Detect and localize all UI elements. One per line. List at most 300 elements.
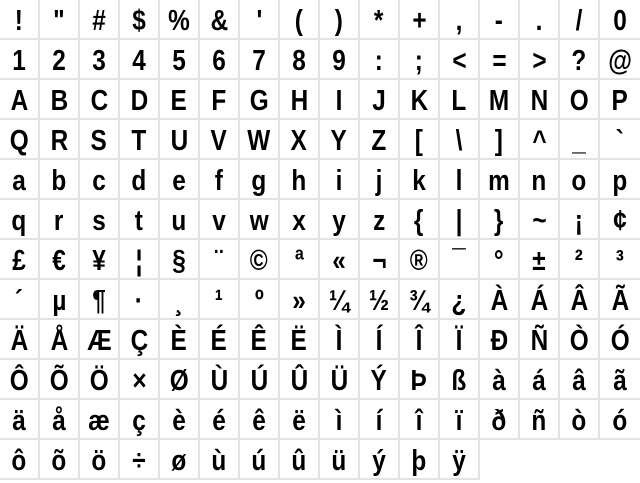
glyph-character: ù	[211, 445, 227, 477]
glyph-cell	[280, 160, 320, 200]
glyph-cell	[40, 360, 80, 400]
glyph-row	[0, 80, 640, 120]
glyph-cell	[600, 80, 640, 120]
glyph-character: è	[172, 405, 186, 437]
glyph-cell	[120, 320, 160, 360]
glyph-cell	[40, 80, 80, 120]
glyph-character: O	[569, 85, 589, 117]
glyph-character: \	[455, 125, 463, 157]
glyph-cell	[120, 80, 160, 120]
glyph-cell	[80, 40, 120, 80]
glyph-cell	[520, 0, 560, 40]
empty-cell	[600, 440, 640, 480]
glyph-character: K	[410, 85, 428, 117]
glyph-character: ô	[11, 445, 27, 477]
glyph-character: à	[492, 365, 506, 397]
glyph-character: î	[415, 405, 423, 437]
glyph-character: d	[131, 165, 147, 197]
glyph-character: $	[132, 5, 146, 37]
glyph-character: å	[52, 405, 66, 437]
glyph-character: Ï	[455, 325, 463, 357]
glyph-cell	[440, 400, 480, 440]
glyph-cell	[320, 400, 360, 440]
glyph-character: X	[290, 125, 308, 157]
glyph-cell	[320, 40, 360, 80]
glyph-cell	[360, 400, 400, 440]
glyph-character: m	[488, 165, 510, 197]
glyph-character: 0	[613, 5, 627, 37]
glyph-character: ½	[368, 285, 390, 317]
glyph-character: ý	[372, 445, 386, 477]
glyph-character: ^	[531, 125, 547, 157]
glyph-cell	[520, 200, 560, 240]
glyph-cell	[240, 440, 280, 480]
glyph-character: s	[92, 205, 106, 237]
glyph-character: <	[451, 45, 467, 77]
glyph-cell	[160, 200, 200, 240]
glyph-cell	[80, 0, 120, 40]
glyph-cell	[280, 400, 320, 440]
glyph-cell	[280, 200, 320, 240]
glyph-character: 7	[252, 45, 266, 77]
glyph-character: H	[290, 85, 308, 117]
glyph-cell	[360, 280, 400, 320]
glyph-cell	[360, 120, 400, 160]
glyph-character: í	[375, 405, 383, 437]
glyph-character: ¨	[214, 245, 224, 277]
glyph-character: £	[12, 245, 26, 277]
glyph-cell	[240, 240, 280, 280]
glyph-cell	[480, 280, 520, 320]
glyph-cell	[560, 0, 600, 40]
glyph-character: ã	[613, 365, 627, 397]
glyph-cell	[520, 120, 560, 160]
glyph-cell	[0, 40, 40, 80]
glyph-character: (	[294, 5, 304, 37]
glyph-cell	[320, 200, 360, 240]
glyph-cell	[440, 200, 480, 240]
empty-cell	[480, 440, 520, 480]
glyph-character: c	[92, 165, 106, 197]
glyph-character: U	[170, 125, 188, 157]
glyph-cell	[200, 440, 240, 480]
glyph-character: Ò	[569, 325, 589, 357]
glyph-character: &	[210, 5, 228, 37]
glyph-character: I	[335, 85, 343, 117]
glyph-character: p	[612, 165, 628, 197]
glyph-character: @	[608, 45, 632, 77]
glyph-cell	[440, 80, 480, 120]
glyph-character: ç	[132, 405, 146, 437]
glyph-cell	[0, 400, 40, 440]
glyph-row	[0, 400, 640, 440]
glyph-character: æ	[88, 405, 110, 437]
glyph-cell	[400, 200, 440, 240]
glyph-cell	[400, 320, 440, 360]
glyph-character: z	[372, 205, 386, 237]
glyph-character: Å	[50, 325, 68, 357]
glyph-cell	[320, 80, 360, 120]
glyph-cell	[240, 160, 280, 200]
glyph-character: »	[292, 285, 306, 317]
glyph-cell	[520, 240, 560, 280]
glyph-character: +	[411, 5, 427, 37]
glyph-character: ®	[410, 245, 428, 277]
glyph-character: W	[247, 125, 271, 157]
glyph-cell	[600, 280, 640, 320]
glyph-character: T	[131, 125, 147, 157]
glyph-character: Y	[330, 125, 348, 157]
glyph-cell	[0, 160, 40, 200]
glyph-cell	[240, 360, 280, 400]
glyph-row	[0, 120, 640, 160]
empty-cell	[560, 440, 600, 480]
glyph-character: Î	[415, 325, 423, 357]
glyph-cell	[440, 0, 480, 40]
glyph-character: Õ	[49, 365, 69, 397]
glyph-cell	[560, 400, 600, 440]
glyph-cell	[280, 360, 320, 400]
glyph-character: Ñ	[530, 325, 548, 357]
glyph-cell	[160, 120, 200, 160]
glyph-character: õ	[51, 445, 67, 477]
glyph-cell	[320, 240, 360, 280]
glyph-cell	[360, 80, 400, 120]
glyph-cell	[360, 0, 400, 40]
glyph-cell	[280, 240, 320, 280]
glyph-character: ©	[250, 245, 268, 277]
glyph-character: Û	[290, 365, 308, 397]
glyph-character: M	[488, 85, 510, 117]
glyph-cell	[240, 280, 280, 320]
glyph-character: v	[212, 205, 226, 237]
glyph-character: y	[332, 205, 346, 237]
glyph-character: ¹	[214, 285, 224, 317]
glyph-character: «	[332, 245, 346, 277]
glyph-cell	[80, 440, 120, 480]
glyph-character: ñ	[531, 405, 547, 437]
glyph-character: Æ	[86, 325, 112, 357]
glyph-cell	[240, 200, 280, 240]
glyph-character: )	[334, 5, 344, 37]
glyph-cell	[480, 120, 520, 160]
glyph-character: N	[530, 85, 548, 117]
glyph-character: ¸	[174, 285, 184, 317]
glyph-cell	[560, 240, 600, 280]
glyph-cell	[200, 280, 240, 320]
glyph-cell	[600, 40, 640, 80]
glyph-character: ¥	[92, 245, 106, 277]
glyph-cell	[0, 320, 40, 360]
glyph-cell	[480, 40, 520, 80]
glyph-character: €	[52, 245, 66, 277]
glyph-cell	[360, 40, 400, 80]
glyph-character: n	[531, 165, 547, 197]
glyph-row	[0, 40, 640, 80]
glyph-cell	[240, 80, 280, 120]
glyph-character: '	[256, 5, 262, 37]
glyph-character: ¾	[408, 285, 430, 317]
glyph-character: Ü	[330, 365, 348, 397]
glyph-character: ä	[12, 405, 26, 437]
glyph-cell	[120, 440, 160, 480]
glyph-cell	[280, 320, 320, 360]
glyph-character: u	[171, 205, 187, 237]
glyph-character: *	[374, 5, 384, 37]
glyph-character: ¬	[371, 245, 387, 277]
glyph-character: â	[572, 365, 586, 397]
glyph-cell	[280, 280, 320, 320]
glyph-cell	[80, 80, 120, 120]
glyph-character: ¢	[613, 205, 627, 237]
glyph-character: A	[10, 85, 28, 117]
glyph-character: Ô	[9, 365, 29, 397]
glyph-character: ø	[171, 445, 187, 477]
glyph-cell	[160, 80, 200, 120]
glyph-character: o	[571, 165, 587, 197]
glyph-cell	[560, 40, 600, 80]
glyph-character: |	[455, 205, 463, 237]
glyph-character: À	[490, 285, 508, 317]
glyph-cell	[80, 400, 120, 440]
glyph-character: ¼	[328, 285, 350, 317]
glyph-cell	[160, 160, 200, 200]
glyph-character: !	[14, 5, 24, 37]
glyph-cell	[120, 200, 160, 240]
glyph-cell	[80, 200, 120, 240]
glyph-cell	[520, 280, 560, 320]
glyph-cell	[440, 320, 480, 360]
glyph-cell	[200, 400, 240, 440]
glyph-character: 8	[292, 45, 306, 77]
glyph-cell	[360, 160, 400, 200]
glyph-character: é	[212, 405, 226, 437]
glyph-cell	[200, 360, 240, 400]
glyph-character: §	[172, 245, 186, 277]
glyph-cell	[280, 440, 320, 480]
glyph-cell	[40, 280, 80, 320]
glyph-cell	[320, 280, 360, 320]
glyph-character: ·	[134, 285, 144, 317]
glyph-cell	[440, 40, 480, 80]
glyph-character: Ã	[611, 285, 629, 317]
glyph-character: B	[50, 85, 68, 117]
glyph-character: t	[134, 205, 144, 237]
glyph-cell	[520, 160, 560, 200]
glyph-character: Ý	[370, 365, 388, 397]
glyph-cell	[400, 240, 440, 280]
glyph-character: Ø	[169, 365, 189, 397]
glyph-character: ö	[91, 445, 107, 477]
glyph-character: a	[12, 165, 26, 197]
glyph-character: ß	[451, 365, 467, 397]
glyph-character: j	[375, 165, 383, 197]
glyph-cell	[440, 360, 480, 400]
glyph-cell	[560, 360, 600, 400]
glyph-character: ?	[571, 45, 587, 77]
glyph-cell	[440, 280, 480, 320]
glyph-character: Á	[530, 285, 548, 317]
glyph-cell	[480, 80, 520, 120]
glyph-cell	[600, 120, 640, 160]
glyph-character: ¦	[135, 245, 143, 277]
glyph-character: D	[130, 85, 148, 117]
glyph-cell	[560, 80, 600, 120]
glyph-cell	[200, 240, 240, 280]
glyph-cell	[600, 360, 640, 400]
glyph-cell	[400, 160, 440, 200]
glyph-character: Ä	[10, 325, 28, 357]
glyph-character: ~	[531, 205, 547, 237]
glyph-character: C	[90, 85, 108, 117]
glyph-character: ï	[455, 405, 463, 437]
glyph-cell	[520, 320, 560, 360]
glyph-cell	[360, 200, 400, 240]
glyph-cell	[360, 440, 400, 480]
glyph-character: ×	[131, 365, 147, 397]
glyph-character: E	[170, 85, 188, 117]
glyph-cell	[560, 160, 600, 200]
glyph-cell	[0, 120, 40, 160]
glyph-cell	[400, 440, 440, 480]
glyph-cell	[0, 80, 40, 120]
glyph-cell	[120, 240, 160, 280]
glyph-character: G	[249, 85, 269, 117]
glyph-character: P	[611, 85, 629, 117]
glyph-character: û	[291, 445, 307, 477]
glyph-cell	[40, 320, 80, 360]
glyph-character: 5	[172, 45, 186, 77]
glyph-character: Ö	[89, 365, 109, 397]
glyph-cell	[480, 0, 520, 40]
glyph-character: Ë	[290, 325, 308, 357]
glyph-character: Ê	[250, 325, 268, 357]
glyph-character: µ	[51, 285, 67, 317]
glyph-cell	[400, 80, 440, 120]
glyph-character: É	[210, 325, 228, 357]
glyph-cell	[520, 400, 560, 440]
glyph-character: %	[168, 5, 190, 37]
glyph-cell	[360, 240, 400, 280]
glyph-character: /	[575, 5, 583, 37]
glyph-character: ÷	[132, 445, 146, 477]
glyph-cell	[240, 40, 280, 80]
glyph-character: Ó	[610, 325, 630, 357]
glyph-character: È	[170, 325, 188, 357]
glyph-cell	[320, 320, 360, 360]
glyph-character: ³	[615, 245, 625, 277]
glyph-character: ì	[335, 405, 343, 437]
glyph-character: .	[535, 5, 543, 37]
glyph-character: á	[532, 365, 546, 397]
glyph-cell	[400, 280, 440, 320]
glyph-cell	[120, 120, 160, 160]
glyph-character: 3	[92, 45, 106, 77]
glyph-cell	[280, 120, 320, 160]
glyph-cell	[40, 240, 80, 280]
glyph-character: Q	[9, 125, 29, 157]
glyph-cell	[240, 0, 280, 40]
glyph-cell	[360, 360, 400, 400]
glyph-cell	[80, 280, 120, 320]
glyph-character: ð	[491, 405, 507, 437]
glyph-character: þ	[411, 445, 427, 477]
glyph-cell	[160, 440, 200, 480]
glyph-cell	[400, 40, 440, 80]
glyph-character: Â	[570, 285, 588, 317]
glyph-character: ú	[251, 445, 267, 477]
glyph-cell	[600, 160, 640, 200]
glyph-cell	[200, 320, 240, 360]
glyph-cell	[560, 320, 600, 360]
glyph-cell	[600, 320, 640, 360]
glyph-character: 4	[132, 45, 146, 77]
glyph-row	[0, 0, 640, 40]
glyph-character: r	[54, 205, 64, 237]
glyph-character: `	[615, 125, 625, 157]
glyph-cell	[320, 440, 360, 480]
glyph-cell	[0, 280, 40, 320]
glyph-character: :	[374, 45, 384, 77]
glyph-cell	[120, 280, 160, 320]
glyph-character: ±	[532, 245, 546, 277]
glyph-character: J	[372, 85, 386, 117]
glyph-character: Í	[375, 325, 383, 357]
glyph-cell	[120, 400, 160, 440]
glyph-cell	[440, 120, 480, 160]
glyph-cell	[200, 80, 240, 120]
glyph-cell	[80, 160, 120, 200]
glyph-cell	[320, 160, 360, 200]
glyph-cell	[240, 320, 280, 360]
glyph-character: >	[531, 45, 547, 77]
glyph-row	[0, 280, 640, 320]
glyph-cell	[440, 440, 480, 480]
glyph-character: w	[249, 205, 269, 237]
glyph-cell	[120, 40, 160, 80]
glyph-cell	[240, 400, 280, 440]
glyph-character: q	[11, 205, 27, 237]
glyph-character: _	[572, 125, 586, 157]
glyph-character: -	[494, 5, 504, 37]
glyph-character: 9	[332, 45, 346, 77]
glyph-character: ,	[455, 5, 463, 37]
glyph-cell	[120, 160, 160, 200]
glyph-cell	[480, 320, 520, 360]
glyph-row	[0, 440, 640, 480]
glyph-cell	[0, 0, 40, 40]
glyph-character: i	[335, 165, 343, 197]
glyph-cell	[480, 200, 520, 240]
glyph-character: ;	[414, 45, 424, 77]
glyph-character: x	[292, 205, 306, 237]
glyph-cell	[40, 160, 80, 200]
glyph-cell	[400, 120, 440, 160]
glyph-character: {	[414, 205, 424, 237]
glyph-character: ]	[494, 125, 504, 157]
glyph-cell	[160, 40, 200, 80]
glyph-character: ó	[612, 405, 628, 437]
glyph-cell	[120, 0, 160, 40]
glyph-cell	[400, 0, 440, 40]
glyph-character: Z	[371, 125, 387, 157]
glyph-character: Ç	[130, 325, 148, 357]
glyph-character: #	[92, 5, 106, 37]
glyph-character: [	[414, 125, 424, 157]
glyph-cell	[40, 400, 80, 440]
glyph-character: }	[494, 205, 504, 237]
glyph-cell	[40, 440, 80, 480]
